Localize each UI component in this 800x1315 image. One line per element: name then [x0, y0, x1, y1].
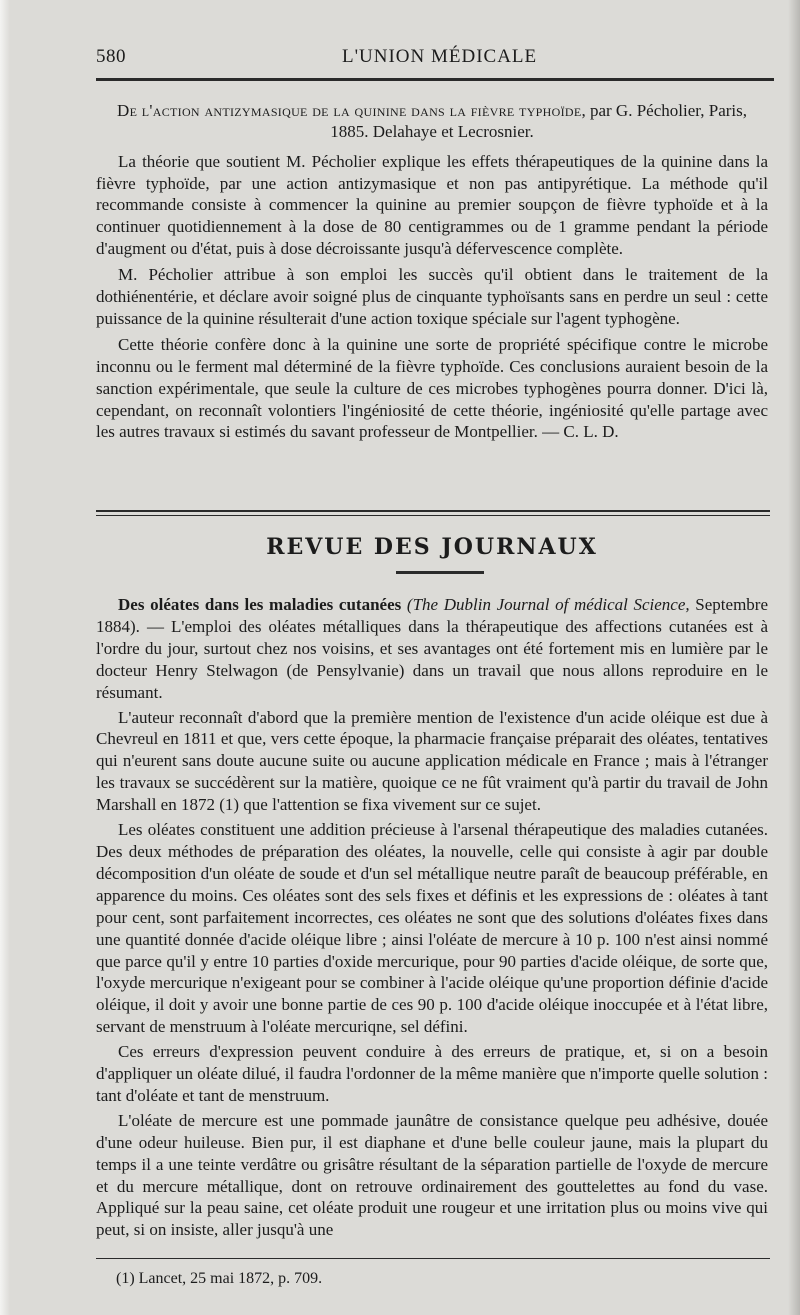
- section-heading: REVUE DES JOURNAUX: [266, 534, 598, 560]
- article-paragraph: Les oléates constituent une addition précieuse à l'arsenal thérapeutique des maladies cutanées. Des deux méthodes de préparation des oléates, la nouvelle, celle qui consiste à agir par double décomposition d'un oléate de soude et d'un sel métallique neutre paraît de beaucoup préférable, en apparence du moins. Ces oléates sont des sels fixes et définis et les expressions de : oléates à tant pour cent, sont parfaitement incorrectes, ces oléates ne sont que des solutions d'oléates fixes dans une quantité donnée d'acide oléique libre ; ainsi l'oléate de mercure à 10 p. 100 n'est ainsi nommé que parce qu'il y entre 10 parties d'oxide mercurique, pour 90 parties d'acide oléique, de sorte que, l'oxyde mercurique n'exigeant pour se combiner à l'acide oléique qu'une proportion définie d'acide oléique, il doit y avoir une bonne partie de ces 90 p. 100 d'acide oléique inoccupée et à l'état libre, servant de menstruum à l'oléate mercuriqne, sel défini.: [96, 820, 768, 1037]
- page-number: 580: [96, 46, 126, 67]
- footnote-rule: [96, 1258, 770, 1259]
- article-title: Des oléates dans les maladies cutanées: [118, 595, 402, 614]
- book-review: [96, 100, 768, 443]
- section-rule-top: [96, 510, 770, 512]
- review-title-author: , par G. Pécholier,: [581, 101, 705, 120]
- review-title-text: De l'action antizymasique de la quinine dans la fièvre typhoïde: [117, 101, 582, 120]
- section-rule-bottom: [96, 515, 770, 516]
- review-paragraph: Cette théorie confère donc à la quinine une sorte de propriété spécifique contre le microbe inconnu ou le ferment mal déterminé de la fièvre typhoïde. Ces conclusions auraient besoin de la sanction expérimentale, que seule la culture de ces microbes typhogènes pourra donner. D'ici là, cependant, on reconnaît volontiers l'ingéniosité de cette théorie, ingéniosité qu'elle partage avec les autres travaux si estimés du savant professeur de Montpellier. — C. L. D.: [96, 334, 768, 442]
- journal-title: L'UNION MÉDICALE: [342, 46, 538, 67]
- review-title: [96, 100, 768, 143]
- journal-article: [96, 594, 768, 1241]
- review-paragraph: La théorie que soutient M. Pécholier explique les effets thérapeutiques de la quinine dans la fièvre typhoïde, par une action antizymasique et non pas antipyrétique. La méthode qu'il recommande consiste à commencer la quinine au premier soupçon de fièvre typhoïde et à la continuer quotidiennement à la dose de 80 centigrammes ou de 1 gramme pendant la période d'augment ou d'état, puis à dose décroissante jusqu'à défervescence complète.: [96, 151, 768, 259]
- review-title-publisher: Paris, 1885. Delahaye et Lecrosnier.: [330, 101, 747, 142]
- article-paragraph: Ces erreurs d'expression peuvent conduire à des erreurs de pratique, et, si on a besoin d'appliquer un oléate dilué, il faudra l'ordonner de la même manière que n'importe quelle solution : tant d'oléate et tant de menstruum.: [96, 1042, 768, 1105]
- section-heading-rule: [396, 571, 484, 574]
- review-paragraph: M. Pécholier attribue à son emploi les succès qu'il obtient dans le traitement de la dothiénentérie, et déclare avoir soigné plus de cinquante typhoïsants sans en perdre un seul : cette puissance de la quinine résulterait d'une action toxique spéciale sur l'agent typhogène.: [96, 265, 768, 328]
- running-head: [96, 42, 760, 76]
- article-paragraph: L'auteur reconnaît d'abord que la première mention de l'existence d'un acide oléique est due à Chevreul en 1811 et que, vers cette époque, la pharmacie française préparait des oléates, tentatives qui n'eurent sans doute aucune suite ou aucune application médicale en France ; mais à l'étranger les travaux se succédèrent sur la matière, quoique ce ne fût vraiment qu'à partir du travail de John Marshall en 1872 (1) que l'attention se fixa vivement sur ce sujet.: [96, 707, 768, 815]
- article-intro: [96, 594, 768, 704]
- article-intro-text: Septembre 1884). — L'emploi des oléates métalliques dans la thérapeutique des affections cutanées est à l'ordre du jour, surtout chez nos voisins, et ses avantages ont été fortement mis en lumière par le docteur Henry Stelwagon (de Pensylvanie) dans un travail que nous allons reproduire en le résumant.: [96, 595, 769, 702]
- article-source: (The Dublin Journal of médical Science,: [406, 595, 690, 614]
- article-paragraph: L'oléate de mercure est une pommade jaunâtre de consistance quelque peu adhésive, douée d'une odeur huileuse. Bien pur, il est diaphane et d'une belle couleur jaune, mais la plupart du temps il a une teinte verdâtre ou grisâtre résultant de la séparation partielle de l'oxyde de mercure et du mercure métallique, dont on retrouve ordinairement des gouttelettes au fond du vase. Appliqué sur la peau saine, cet oléate produit une rougeur et une irritation plus ou moins vive qui peut, si on insiste, aller jusqu'à une: [96, 1110, 768, 1240]
- footnote: (1) Lancet, 25 mai 1872, p. 709.: [116, 1270, 323, 1287]
- header-rule: [96, 78, 774, 81]
